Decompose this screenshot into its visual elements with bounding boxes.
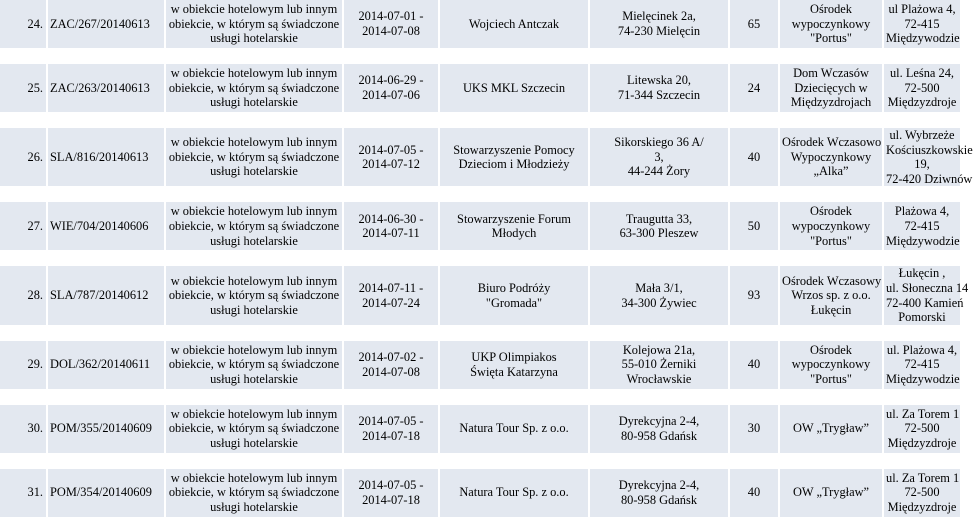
facility-location-line: 72-500 — [904, 485, 940, 500]
organizer-line: Biuro Podróży — [477, 280, 551, 295]
facility-location-line: Międzyzdroje — [887, 500, 957, 515]
accommodation-type-line: w obiekcie hotelowym lub innym — [170, 406, 338, 421]
organizer-line: Młodych — [491, 226, 537, 241]
facility-location-line: Międzywodzie — [886, 31, 960, 46]
organizer-line: UKP Olimpiakos — [471, 350, 557, 365]
accommodation-type-line: usługi hotelarskie — [210, 302, 298, 317]
facility-name-line: wypoczynkowy — [791, 219, 871, 234]
facility-location-cell — [884, 469, 960, 517]
organizer-address-line: Mielęcinek 2a, — [622, 9, 696, 24]
row-number: 30. — [27, 421, 43, 436]
participant-count-cell — [730, 0, 780, 48]
organizer-address-line: Dyrekcyjna 2-4, — [618, 414, 700, 429]
facility-name-line: Dziecięcych w — [794, 80, 868, 95]
accommodation-type-cell — [166, 202, 344, 250]
facility-location-line: ul. Za Torem 1 — [886, 470, 960, 485]
date-range-line: 2014-07-11 - — [358, 280, 424, 295]
facility-location-line: 72-415 — [904, 357, 940, 372]
row-number-cell — [0, 64, 48, 112]
organizer-line: Natura Tour Sp. z o.o. — [459, 421, 569, 436]
accommodation-type-line: w obiekcie hotelowym lub innym — [170, 66, 338, 81]
reference-number: ZAC/263/20140613 — [50, 80, 150, 95]
organizer-line: "Gromada" — [485, 295, 543, 310]
table-row — [0, 469, 960, 517]
organizer-address-line: Mała 3/1, — [635, 280, 683, 295]
date-range-cell — [344, 202, 440, 250]
organizer-cell — [440, 64, 590, 112]
organizer-address-cell — [590, 405, 730, 453]
row-separator — [0, 453, 960, 469]
date-range-line: 2014-07-12 — [362, 157, 420, 172]
facility-name-cell — [780, 405, 884, 453]
accommodation-type-line: usługi hotelarskie — [210, 233, 298, 248]
facility-name-line: Ośrodek Wczasowy — [782, 273, 882, 288]
participant-count: 50 — [747, 219, 761, 234]
accommodation-type-line: usługi hotelarskie — [210, 436, 298, 451]
facility-name-line: Łukęcin — [810, 302, 852, 317]
reference-number-cell — [48, 469, 166, 517]
facility-location-line: ul. Wybrzeże — [889, 128, 955, 142]
facility-location-line: Pomorski — [898, 310, 946, 325]
accommodation-type-line: obiekcie, w którym są świadczone — [168, 357, 340, 372]
date-range-line: 2014-07-24 — [362, 295, 420, 310]
date-range-line: 2014-07-05 - — [358, 142, 424, 157]
facility-name-line: Ośrodek — [810, 342, 852, 357]
facility-location-line: 19, — [914, 157, 930, 172]
organizer-address-line: 3, — [654, 149, 664, 164]
participant-count: 40 — [747, 149, 761, 164]
row-separator — [0, 186, 960, 202]
accommodation-type-line: w obiekcie hotelowym lub innym — [170, 470, 338, 485]
organizer-address-line: 44-244 Żory — [627, 164, 691, 179]
organizer-address-cell — [590, 202, 730, 250]
facility-location-line: 72-500 — [904, 421, 940, 436]
reference-number: ZAC/267/20140613 — [50, 16, 150, 31]
accommodation-type-cell — [166, 266, 344, 324]
separator-cell — [0, 453, 960, 469]
participant-count: 24 — [747, 80, 761, 95]
organizer-address-cell — [590, 64, 730, 112]
participant-count-cell — [730, 341, 780, 389]
reference-number: SLA/787/20140612 — [50, 288, 149, 303]
date-range-line: 2014-07-06 — [362, 88, 420, 102]
accommodation-type-line: w obiekcie hotelowym lub innym — [170, 204, 338, 219]
facility-location-line: Międzywodzie — [886, 372, 960, 387]
accommodation-type-line: usługi hotelarskie — [210, 500, 298, 515]
participant-count-cell — [730, 469, 780, 517]
facility-name-line: Międzyzdrojach — [790, 95, 872, 110]
facility-name-line: "Portus" — [810, 31, 852, 46]
facility-name-line: wypoczynkowy — [791, 16, 871, 31]
date-range-cell — [344, 0, 440, 48]
participant-count-cell — [730, 64, 780, 112]
row-number: 24. — [27, 16, 43, 31]
organizer-cell — [440, 341, 590, 389]
row-number-cell — [0, 128, 48, 186]
accommodation-type-line: obiekcie, w którym są świadczone — [168, 16, 340, 31]
reference-number: POM/354/20140609 — [50, 485, 152, 500]
facility-location-cell — [884, 202, 960, 250]
table-row — [0, 202, 960, 250]
accommodation-type-line: w obiekcie hotelowym lub innym — [170, 2, 338, 17]
organizer-cell — [440, 128, 590, 186]
accommodation-type-cell — [166, 469, 344, 517]
reference-number: POM/355/20140609 — [50, 421, 152, 436]
facility-name-line: "Portus" — [810, 233, 852, 248]
separator-cell — [0, 325, 960, 341]
organizer-address-cell — [590, 128, 730, 186]
reference-number-cell — [48, 64, 166, 112]
organizer-address-cell — [590, 469, 730, 517]
date-range-line: 2014-07-18 — [362, 492, 420, 507]
accommodation-type-line: obiekcie, w którym są świadczone — [168, 421, 340, 436]
organizer-line: Dzieciom i Młodzieży — [458, 157, 570, 172]
organizer-cell — [440, 266, 590, 324]
reference-number-cell — [48, 266, 166, 324]
accommodation-type-line: w obiekcie hotelowym lub innym — [170, 273, 338, 288]
accommodation-type-cell — [166, 405, 344, 453]
table-row — [0, 64, 960, 112]
facility-location-line: 72-420 Dziwnów — [886, 171, 973, 186]
accommodation-type-cell — [166, 0, 344, 48]
facility-location-line: Międzyzdroje — [887, 95, 957, 110]
organizer-address-line: Kolejowa 21a, — [622, 342, 696, 357]
participant-count-cell — [730, 128, 780, 186]
date-range-line: 2014-07-05 - — [358, 414, 424, 429]
row-number: 27. — [27, 219, 43, 234]
facility-location-line: ul. Za Torem 1 — [886, 406, 960, 421]
facility-name-line: OW „Trygław” — [792, 421, 870, 436]
table-row — [0, 128, 960, 186]
date-range-cell — [344, 469, 440, 517]
accommodation-type-line: w obiekcie hotelowym lub innym — [170, 342, 338, 357]
organizer-cell — [440, 469, 590, 517]
accommodation-type-line: obiekcie, w którym są świadczone — [168, 485, 340, 500]
table-row — [0, 341, 960, 389]
facility-location-line: Łukęcin , — [898, 266, 946, 281]
facility-name-cell — [780, 202, 884, 250]
facility-location-line: ul. Słoneczna 14 — [886, 280, 969, 295]
facility-name-line: OW „Trygław” — [792, 485, 870, 500]
date-range-line: 2014-07-11 — [362, 226, 420, 241]
organizer-address-line: Traugutta 33, — [625, 211, 693, 226]
date-range-cell — [344, 341, 440, 389]
facility-name-line: Ośrodek — [810, 2, 852, 17]
facility-location-cell — [884, 128, 973, 186]
date-range-line: 2014-06-29 - — [358, 73, 424, 88]
date-range-line: 2014-07-02 - — [358, 350, 424, 365]
separator-cell — [0, 186, 960, 202]
organizer-address-line: 55-010 Żerniki — [621, 357, 697, 372]
accommodation-type-line: obiekcie, w którym są świadczone — [168, 288, 340, 303]
facility-name-cell — [780, 128, 884, 186]
facility-name-line: Wrzos sp. z o.o. — [791, 288, 871, 303]
participant-count-cell — [730, 405, 780, 453]
organizer-address-line: 63-300 Pleszew — [619, 226, 699, 241]
facility-location-cell — [884, 266, 969, 325]
date-range-line: 2014-07-01 - — [358, 9, 424, 24]
facility-name-cell — [780, 0, 884, 48]
facility-name-cell — [780, 469, 884, 517]
accommodation-type-line: usługi hotelarskie — [210, 164, 298, 179]
organizer-line: Stowarzyszenie Forum — [457, 211, 571, 226]
organizer-line: Natura Tour Sp. z o.o. — [459, 485, 569, 500]
reference-number: WIE/704/20140606 — [50, 219, 149, 234]
facility-location-line: 72-415 — [904, 219, 940, 234]
separator-cell — [0, 48, 960, 64]
accommodation-type-cell — [166, 128, 344, 186]
facility-location-line: Plażowa 4, — [894, 204, 950, 219]
facility-location-cell — [884, 0, 960, 48]
date-range-line: 2014-07-05 - — [358, 478, 424, 493]
reference-number-cell — [48, 202, 166, 250]
separator-cell — [0, 389, 960, 405]
date-range-line: 2014-07-18 — [362, 428, 420, 443]
facility-name-cell — [780, 64, 884, 112]
facility-location-cell — [884, 341, 960, 389]
organizer-line: UKS MKL Szczecin — [462, 80, 566, 95]
accommodation-type-line: usługi hotelarskie — [210, 95, 298, 110]
row-number: 28. — [27, 288, 43, 303]
organizer-address-line: Dyrekcyjna 2-4, — [618, 478, 700, 493]
facility-name-line: wypoczynkowy — [791, 357, 871, 372]
organizer-address-line: Litewska 20, — [626, 73, 691, 88]
row-number-cell — [0, 266, 48, 324]
accommodation-type-cell — [166, 64, 344, 112]
participant-count: 40 — [747, 357, 761, 372]
separator-cell — [0, 250, 960, 266]
reference-number-cell — [48, 0, 166, 48]
accommodation-type-line: usługi hotelarskie — [210, 31, 298, 46]
row-number-cell — [0, 341, 48, 389]
row-separator — [0, 389, 960, 405]
table-row — [0, 405, 960, 453]
facility-name-line: "Portus" — [810, 372, 852, 387]
row-number-cell — [0, 0, 48, 48]
reference-number: DOL/362/20140611 — [50, 357, 151, 372]
facility-location-line: ul Plażowa 4, — [888, 2, 956, 17]
organizer-address-line: 80-958 Gdańsk — [620, 492, 698, 507]
date-range-cell — [344, 405, 440, 453]
participant-count: 93 — [747, 288, 761, 303]
facility-name-line: Wypoczynkowy — [790, 149, 872, 164]
row-separator — [0, 325, 960, 341]
row-separator — [0, 250, 960, 266]
facility-location-line: Międzyzdroje — [887, 436, 957, 451]
date-range-cell — [344, 64, 440, 112]
accommodation-type-line: usługi hotelarskie — [210, 372, 298, 387]
organizer-address-line: 74-230 Mielęcin — [617, 24, 701, 38]
facility-location-line: Kościuszkowskie — [886, 142, 973, 157]
date-range-cell — [344, 266, 440, 324]
facility-name-line: Dom Wczasów — [793, 66, 869, 81]
accommodation-type-cell — [166, 341, 344, 389]
date-range-line: 2014-07-08 — [362, 364, 420, 379]
participant-count-cell — [730, 266, 780, 324]
organizer-address-cell — [590, 266, 730, 324]
facility-name-line: Ośrodek Wczasowo — [782, 135, 882, 150]
facility-location-line: ul. Plażowa 4, — [886, 342, 958, 357]
participant-count: 40 — [747, 485, 761, 500]
participant-count-cell — [730, 202, 780, 250]
row-number-cell — [0, 405, 48, 453]
organizer-address-line: 34-300 Żywiec — [621, 295, 697, 310]
organizer-cell — [440, 405, 590, 453]
organizer-address-line: 71-344 Szczecin — [617, 88, 701, 102]
facility-location-line: 72-500 — [904, 80, 940, 95]
accommodation-type-line: obiekcie, w którym są świadczone — [168, 149, 340, 164]
facility-name-cell — [780, 341, 884, 389]
participant-count: 65 — [747, 16, 761, 31]
reference-number-cell — [48, 341, 166, 389]
organizer-address-line: Sikorskiego 36 A/ — [614, 135, 704, 150]
facility-location-line: 72-415 — [904, 16, 940, 31]
row-separator — [0, 48, 960, 64]
reference-number: SLA/816/20140613 — [50, 149, 149, 164]
facility-location-line: 72-400 Kamień — [886, 295, 964, 310]
table-row — [0, 266, 960, 324]
organizer-cell — [440, 0, 590, 48]
accommodation-type-line: obiekcie, w którym są świadczone — [168, 219, 340, 234]
organizer-address-line: 80-958 Gdańsk — [620, 428, 698, 443]
facility-location-cell — [884, 405, 960, 453]
facility-name-cell — [780, 266, 884, 324]
table-row — [0, 0, 960, 48]
facility-location-line: Międzywodzie — [886, 233, 960, 248]
facility-location-line: ul. Leśna 24, — [889, 66, 954, 81]
date-range-line: 2014-06-30 - — [358, 211, 424, 226]
date-range-line: 2014-07-08 — [362, 24, 420, 38]
participant-count: 30 — [747, 421, 761, 436]
organizer-cell — [440, 202, 590, 250]
facility-location-cell — [884, 64, 960, 112]
organizer-line: Wojciech Antczak — [468, 16, 560, 31]
organizer-line: Święta Katarzyna — [470, 364, 558, 379]
date-range-cell — [344, 128, 440, 186]
row-number: 26. — [27, 149, 43, 164]
reference-number-cell — [48, 128, 166, 186]
row-number: 31. — [27, 485, 43, 500]
organizer-line: Stowarzyszenie Pomocy — [453, 142, 575, 157]
row-number-cell — [0, 202, 48, 250]
reference-number-cell — [48, 405, 166, 453]
separator-cell — [0, 112, 960, 128]
row-number-cell — [0, 469, 48, 517]
accommodation-type-line: w obiekcie hotelowym lub innym — [170, 135, 338, 150]
organizer-address-cell — [590, 341, 730, 389]
row-number: 29. — [27, 357, 43, 372]
organizer-address-line: Wrocławskie — [626, 372, 692, 387]
accommodation-type-line: obiekcie, w którym są świadczone — [168, 80, 340, 95]
row-number: 25. — [27, 80, 43, 95]
facility-name-line: Ośrodek — [810, 204, 852, 219]
row-separator — [0, 112, 960, 128]
facility-name-line: „Alka” — [813, 164, 849, 179]
organizer-address-cell — [590, 0, 730, 48]
